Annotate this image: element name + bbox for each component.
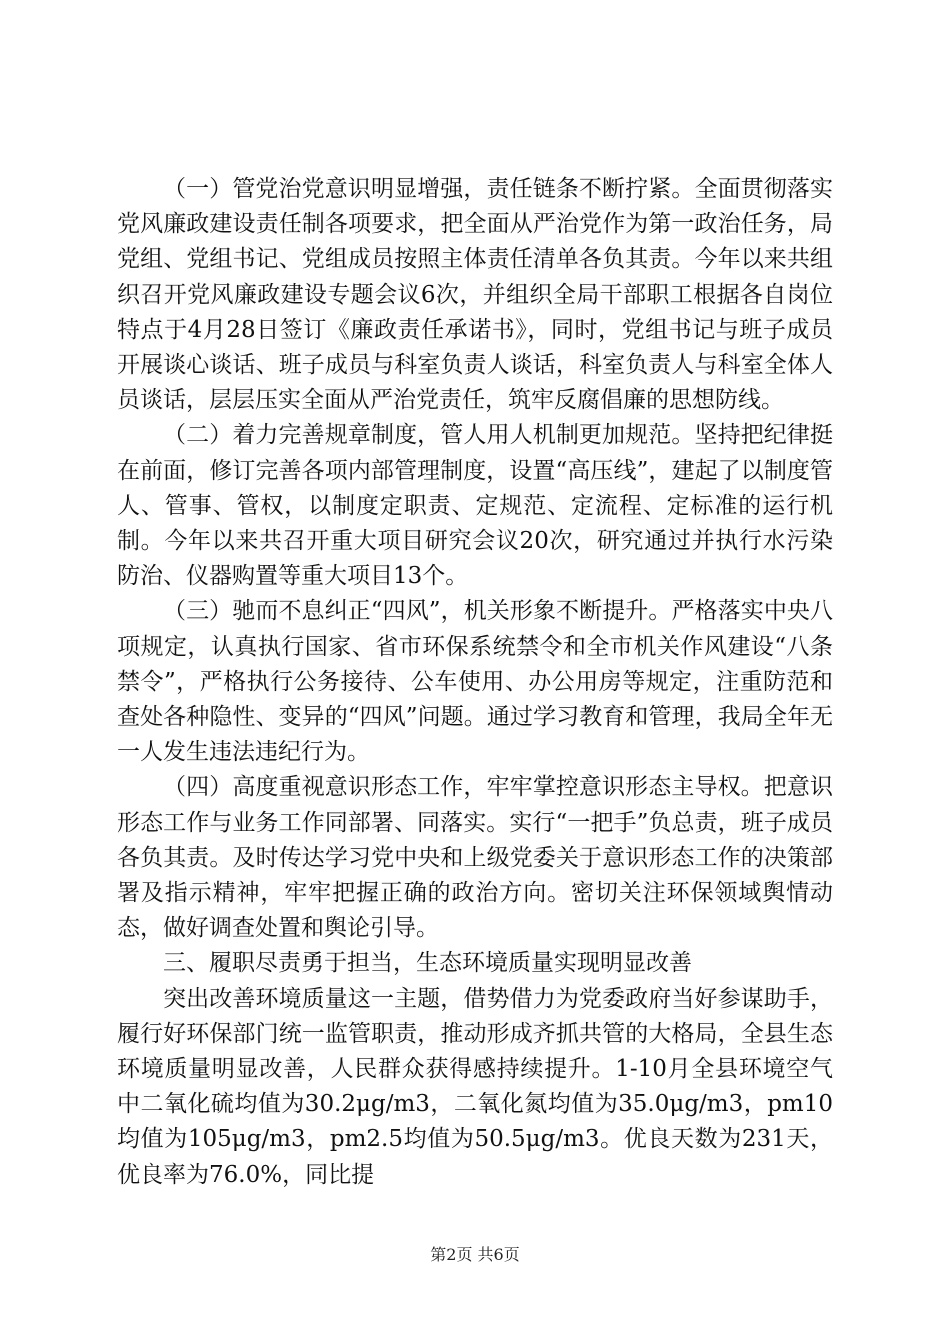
paragraph-3: （三）驰而不息纠正“四风”，机关形象不断提升。严格落实中央八项规定，认真执行国家、省市环保系统禁令和全市机关作风建设“八条禁令”，严格执行公务接待、公车使用、办公用房等规定，注重防范和查处各种隐性、变异的“四风”问题。通过学习教育和管理，我局全年无一人发生违法违纪行为。 [117,598,833,766]
paragraph-2: （二）着力完善规章制度，管人用人机制更加规范。坚持把纪律挺在前面，修订完善各项内部管理制度，设置“高压线”，建起了以制度管人、管事、管权，以制度定职责、定规范、定流程、定标准的运行机制。今年以来共召开重大项目研究会议20次，研究通过并执行水污染防治、仪器购置等重大项目13个。 [117,422,833,590]
document-body [117,172,833,1193]
section-paragraph: 突出改善环境质量这一主题，借势借力为党委政府当好参谋助手，履行好环保部门统一监管职责，推动形成齐抓共管的大格局，全县生态环境质量明显改善，人民群众获得感持续提升。1-10月全县环境空气中二氧化硫均值为30.2μg/m3，二氧化氮均值为35.0μg/m3，pm10均值为105μg/m3，pm2.5均值为50.5μg/m3。优良天数为231天，优良率为76.0%，同比提 [117,985,833,1188]
page-number-footer: 第2页 共6页 [430,1245,520,1264]
paragraph-1: （一）管党治党意识明显增强，责任链条不断拧紧。全面贯彻落实党风廉政建设责任制各项要求，把全面从严治党作为第一政治任务，局党组、党组书记、党组成员按照主体责任清单各负其责。今年以来共组织召开党风廉政建设专题会议6次，并组织全局干部职工根据各自岗位特点于4月28日签订《廉政责任承诺书》，同时，党组书记与班子成员开展谈心谈话、班子成员与科室负责人谈话，科室负责人与科室全体人员谈话，层层压实全面从严治党责任，筑牢反腐倡廉的思想防线。 [117,176,833,414]
paragraph-4: （四）高度重视意识形态工作，牢牢掌控意识形态主导权。把意识形态工作与业务工作同部署、同落实。实行“一把手”负总责，班子成员各负其责。及时传达学习党中央和上级党委关于意识形态工作的决策部署及指示精神，牢牢把握正确的政治方向。密切关注环保领域舆情动态，做好调查处置和舆论引导。 [117,774,833,942]
section-heading: 三、履职尽责勇于担当，生态环境质量实现明显改善 [163,950,692,977]
